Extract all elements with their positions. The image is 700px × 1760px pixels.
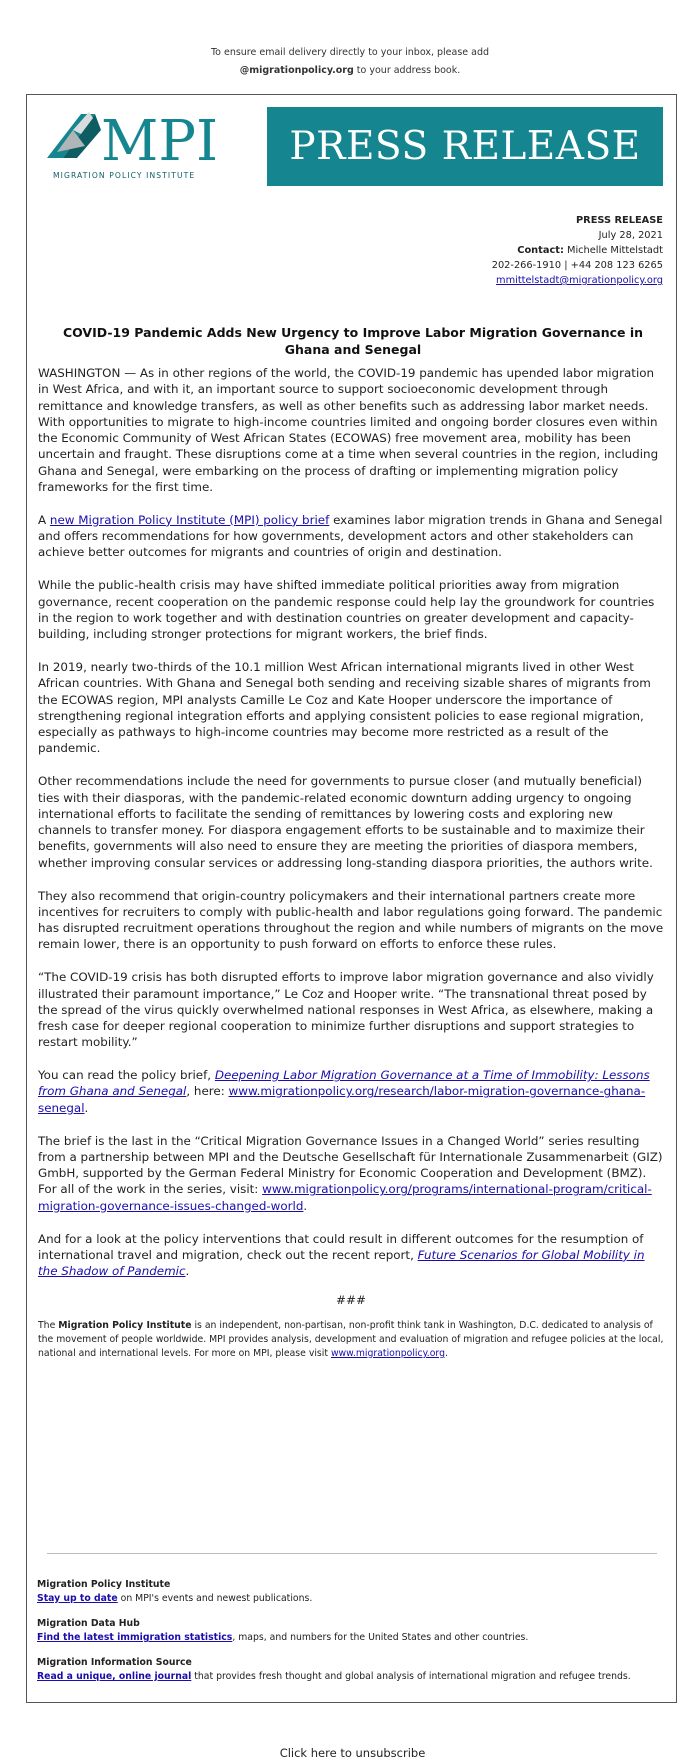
paragraph-8 (38, 1067, 664, 1116)
about-pre: The (38, 1319, 59, 1331)
unsubscribe-link[interactable]: Click here to unsubscribe (279, 1746, 426, 1760)
preheader-suffix: to your address book. (353, 65, 461, 76)
stay-up-to-date-link[interactable]: Stay up to date (37, 1593, 118, 1604)
contact-email-link[interactable]: mmittelstadt@migrationpolicy.org (496, 275, 663, 286)
paragraph-7: “The COVID-19 crisis has both disrupted efforts to improve labor migration governance and also vividly illustrated their paramount importance,” Le Coz and Hooper write. “The transnational threat posed by the spread of the virus quickly overwhelmed national responses in West Africa, as elsewhere, making a fresh case for deeper regional cooperation to minimize further disruptions and support strategies to restart mobility.” (38, 970, 654, 1050)
p8-text-mid: , here: (186, 1084, 229, 1099)
footer-block-data-hub (37, 1617, 657, 1645)
about-mpi (38, 1319, 664, 1361)
mpi-logo[interactable] (43, 106, 253, 184)
banner-text: PRESS RELEASE (289, 124, 641, 169)
paragraph-10 (38, 1231, 664, 1280)
brief-url-link[interactable]: www.migrationpolicy.org/research/labor-migration-governance-ghana-senegal (38, 1084, 646, 1115)
footer-text-data-hub: , maps, and numbers for the United States and other countries. (232, 1632, 529, 1643)
separator: ### (336, 1292, 366, 1307)
paragraph-9 (38, 1133, 664, 1214)
paragraph-5: Other recommendations include the need for governments to pursue closer (and mutually beneficial) ties with their diasporas, with the pandemic-related economic downturn adding urgency to ongoing international efforts to facilitate the sending of remittances by lowering costs and exploring new channels to transfer money. For diaspora engagement efforts to be sustainable and to maximize their benefits, governments will also need to ensure they are meeting the priorities of diaspora members, whether improving consular services or addressing long-standing diaspora priorities, the authors write. (38, 774, 653, 870)
email-frame (26, 94, 677, 1760)
footer-text-mpi: on MPI's events and newest publications. (117, 1593, 313, 1604)
meta-date: July 28, 2021 (598, 230, 663, 241)
about-text: is an independent, non-partisan, non-profit think tank in Washington, D.C. dedicated to analysis of the movement of people worldwide. MPI provides analysis, development and evaluation of migration and refugee policies at the local, national and international levels. For more on MPI, please visit (38, 1319, 664, 1359)
footer-title-source: Migration Information Source (37, 1657, 192, 1668)
paragraph-2 (38, 512, 664, 561)
about-end: . (444, 1347, 448, 1359)
mpi-logo-mark (43, 106, 253, 184)
footer-block-source (37, 1656, 657, 1684)
p2-text-end: examines labor migration trends in Ghana and Senegal and offers recommendations for how governments, development actors and other stakeholders can achieve better outcomes for migrants and countries of origin and destination. (38, 512, 663, 560)
footer-title-data-hub: Migration Data Hub (37, 1618, 140, 1629)
divider (47, 1553, 657, 1554)
immigration-statistics-link[interactable]: Find the latest immigration statistics (37, 1632, 233, 1643)
meta-phones: 202-266-1910 | +44 208 123 6265 (491, 260, 663, 271)
article-body (38, 365, 664, 1386)
future-scenarios-link[interactable]: Future Scenarios for Global Mobility in the Shadow of Pandemic (38, 1247, 645, 1279)
paragraph-6: They also recommend that origin-country policymakers and their international partners create more incentives for recruiters to comply with public-health and labor regulations going forward. The pandemic has disrupted recruitment operations throughout the region and while numbers of migrants on the move remain lower, there is an opportunity to push forward on efforts to enforce these rules. (38, 888, 664, 952)
footer-title-mpi: Migration Policy Institute (37, 1579, 171, 1590)
footer-text-source: that provides fresh thought and global analysis of international migration and refugee trends. (191, 1671, 631, 1682)
series-url-link[interactable]: www.migrationpolicy.org/programs/international-program/critical-migration-governance-issues-changed-world (38, 1182, 652, 1213)
headline: COVID-19 Pandemic Adds New Urgency to Improve Labor Migration Governance in Ghana and Senegal (62, 325, 644, 357)
p9-text-end: . (303, 1198, 308, 1213)
logo-wordmark: MPI (101, 109, 219, 174)
paragraph-1: WASHINGTON — As in other regions of the world, the COVID-19 pandemic has upended labor migration in West Africa, and with it, an important source to support socioeconomic development through remittance and knowledge transfers, as well as other benefits such as addressing labor market needs. With opportunities to migrate to high-income countries limited and ongoing border closures even within the Economic Community of West African States (ECOWAS) free movement area, mobility has been uncertain and fraught. These disruptions come at a time when several countries in the region, including Ghana and Senegal, were embarking on the process of drafting or implementing migration policy frameworks for the first time. (38, 366, 659, 495)
p10-text: And for a look at the policy interventions that could result in different outcomes for the resumption of international travel and migration, check out the recent report, (38, 1231, 644, 1262)
preheader-line-2 (0, 62, 700, 80)
p2-text: A (38, 512, 50, 527)
p10-text-end: . (185, 1264, 190, 1279)
contact-label: Contact: (517, 245, 564, 256)
release-meta (492, 213, 663, 288)
press-release-banner (267, 107, 663, 186)
brief-title-link[interactable]: Deepening Labor Migration Governance at a Time of Immobility: Lessons from Ghana and Senegal (38, 1068, 650, 1099)
about-name: Migration Policy Institute (58, 1319, 192, 1331)
meta-contact (492, 243, 663, 258)
paragraph-4: In 2019, nearly two-thirds of the 10.1 million West African international migrants lived in other West African countries. With Ghana and Senegal both sending and receiving sizable shares of migrants from the ECOWAS region, MPI analysts Camille Le Coz and Kate Hooper underscore the importance of strengthening regional integration efforts and applying consistent policies to ease regional migration, especially as pathways to high-income countries may become more restricted as a result of the pandemic. (38, 659, 651, 756)
p9-text: The brief is the last in the “Critical Migration Governance Issues in a Changed World” series resulting from a partnership between MPI and the Deutsche Gesellschaft für Internationale Zusammenarbeit (GIZ) GmbH, supported by the German Federal Ministry for Economic Cooperation and Development (BMZ). For all of the work in the series, visit: (38, 1133, 663, 1197)
p8-text-end: . (84, 1100, 89, 1115)
logo-subtitle: MIGRATION POLICY INSTITUTE (53, 171, 196, 180)
footer-block-mpi (37, 1578, 657, 1606)
preheader-line-1: To ensure email delivery directly to your inbox, please add (210, 47, 490, 58)
meta-label: PRESS RELEASE (576, 215, 663, 226)
mpi-website-link[interactable]: www.migrationpolicy.org (330, 1347, 445, 1359)
footer-links (37, 1578, 657, 1695)
preheader-email[interactable]: @migrationpolicy.org (239, 65, 354, 76)
p8-text: You can read the policy brief, (38, 1068, 215, 1083)
paragraph-3: While the public-health crisis may have shifted immediate political priorities away from migration governance, recent cooperation on the pandemic response could help lay the groundwork for countries in the region to work together and with destination countries on greater development and capacity-building, including stronger protections for migrant workers, the brief finds. (38, 578, 655, 642)
online-journal-link[interactable]: Read a unique, online journal (37, 1671, 192, 1682)
policy-brief-link[interactable]: new Migration Policy Institute (MPI) policy brief (49, 512, 330, 527)
preheader (0, 44, 700, 80)
contact-name: Michelle Mittelstadt (563, 245, 663, 256)
